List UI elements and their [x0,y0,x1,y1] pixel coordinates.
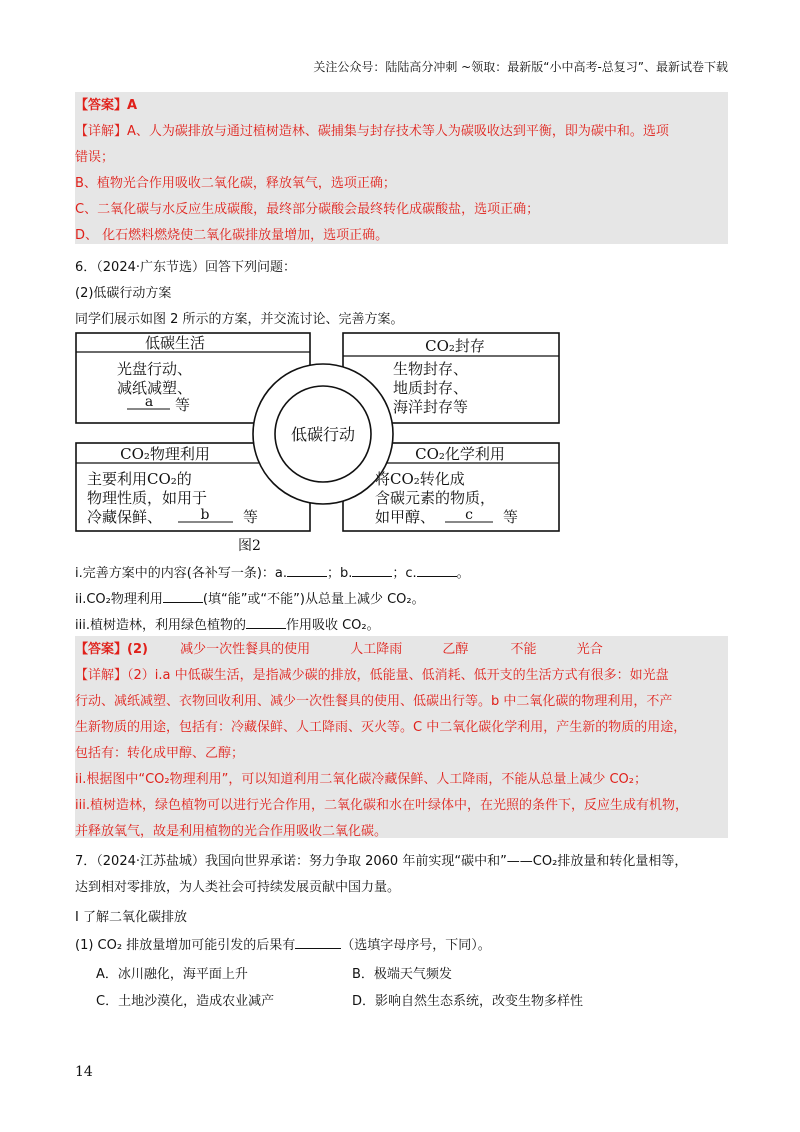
answer-item: 人工降雨 [350,642,403,657]
box-line: 光盘行动、 [117,360,193,378]
box-line: 等 [503,508,519,526]
box-title-co2-storage: CO₂封存 [425,337,485,355]
figure-caption: 图2 [238,538,261,554]
box-line: 生物封存、 [393,360,469,378]
box-line: 海洋封存等 [393,398,469,416]
question-7-line-1: 7．（2024·江苏盐城）我国向世界承诺：努力争取 2060 年前实现“碳中和”——CO₂排放量和转化量相等， [75,854,688,869]
question-6-subtitle: (2)低碳行动方案 [75,286,172,301]
figure-center-label: 低碳行动 [290,425,356,444]
box-line: 冷藏保鲜、 [87,508,163,526]
box-line: 减纸减塑、 [117,379,193,397]
detail-line: D、 化石燃料燃烧使二氧化碳排放量增加，选项正确。 [75,228,389,243]
answer-item: 不能 [510,642,537,657]
answer-item: 光合 [576,642,603,657]
detail-line: iii.植树造林，绿色植物可以进行光合作用，二氧化碳和水在叶绿体中，在光照的条件下，反应生成有机物， [75,798,688,813]
figure-2-diagram [75,332,560,532]
box-line: 如甲醇、 [375,508,436,526]
option-c: C．土地沙漠化，造成农业减产 [96,994,275,1009]
detail-line: 错误； [75,150,115,165]
box-title-co2-chemical-use: CO₂化学利用 [415,445,505,463]
page-number: 14 [75,1064,93,1080]
box-line: 主要利用CO₂的 [87,470,192,488]
box-line: 物理性质，如用于 [87,489,208,507]
option-d: D．影响自然生态系统，改变生物多样性 [352,994,584,1009]
blank-b: b [200,507,210,523]
answer-2-line: 【答案】(2) 减少一次性餐具的使用 人工降雨 乙醇 不能 光合 [75,642,603,657]
detail-line: 生新物质的用途，包括有：冷藏保鲜、人工降雨、灭火等。C 中二氧化碳化学利用，产生新的物质的用途， [75,720,687,735]
detail-line: 行动、减纸减塑、衣物回收利用、减少一次性餐具的使用、低碳出行等。b 中二氧化碳的物理利用，不产 [75,694,673,709]
section-heading: Ⅰ 了解二氧化碳排放 [75,910,187,925]
answer-label: 【答案】A [75,98,138,113]
blank-a: a [144,394,154,410]
question-6-ii: ii.CO₂物理利用 (填“能”或“不能”)从总量上减少 CO₂。 [75,592,425,607]
detail-line: 【详解】（2）i.a 中低碳生活，是指减少碳的排放，低能量、低消耗、低开支的生活方式有很多：如光盘 [75,668,669,683]
question-6-i: i.完善方案中的内容(各补写一条)：a. ；b. ；c. 。 [75,566,470,581]
option-b: B．极端天气频发 [352,967,452,982]
box-line: 等 [175,396,191,414]
box-title-low-carbon-life: 低碳生活 [144,334,206,352]
box-line: 地质封存、 [393,379,469,397]
box-title-co2-physical-use: CO₂物理利用 [120,445,210,463]
detail-line: C、二氧化碳与水反应生成碳酸，最终部分碳酸会最终转化成碳酸盐，选项正确； [75,202,540,217]
box-line: 含碳元素的物质， [375,489,496,507]
detail-line: B、植物光合作用吸收二氧化碳，释放氧气，选项正确； [75,176,396,191]
question-6-iii: iii.植树造林，利用绿色植物的 作用吸收 CO₂。 [75,618,380,633]
detail-line: ii.根据图中“CO₂物理利用”，可以知道利用二氧化碳冷藏保鲜、人工降雨，不能从总量上减少 CO₂； [75,772,648,787]
detail-line: 【详解】A、人为碳排放与通过植树造林、碳捕集与封存技术等人为碳吸收达到平衡，即为碳中和。选项 [75,124,669,139]
question-7-1: (1) CO₂ 排放量增加可能引发的后果有 （选填字母序号，下同）。 [75,938,491,953]
question-7-line-2: 达到相对零排放，为人类社会可持续发展贡献中国力量。 [75,880,401,895]
detail-line: 并释放氧气，故是利用植物的光合作用吸收二氧化碳。 [75,824,388,839]
answer-item: 减少一次性餐具的使用 [180,642,311,657]
blank-c: c [465,507,473,523]
page-header: 关注公众号：陆陆高分冲刺 ~领取：最新版“小中高考-总复习”、最新试卷下载 [313,60,728,74]
box-line: 将CO₂转化成 [375,470,465,488]
detail-line: 包括有：转化成甲醇、乙醇； [75,746,245,761]
question-6-title: 6．（2024·广东节选）回答下列问题： [75,260,296,275]
box-line: 等 [243,508,259,526]
question-6-intro: 同学们展示如图 2 所示的方案，并交流讨论、完善方案。 [75,312,404,327]
option-a: A．冰川融化，海平面上升 [96,967,248,982]
answer-item: 乙醇 [442,642,469,657]
